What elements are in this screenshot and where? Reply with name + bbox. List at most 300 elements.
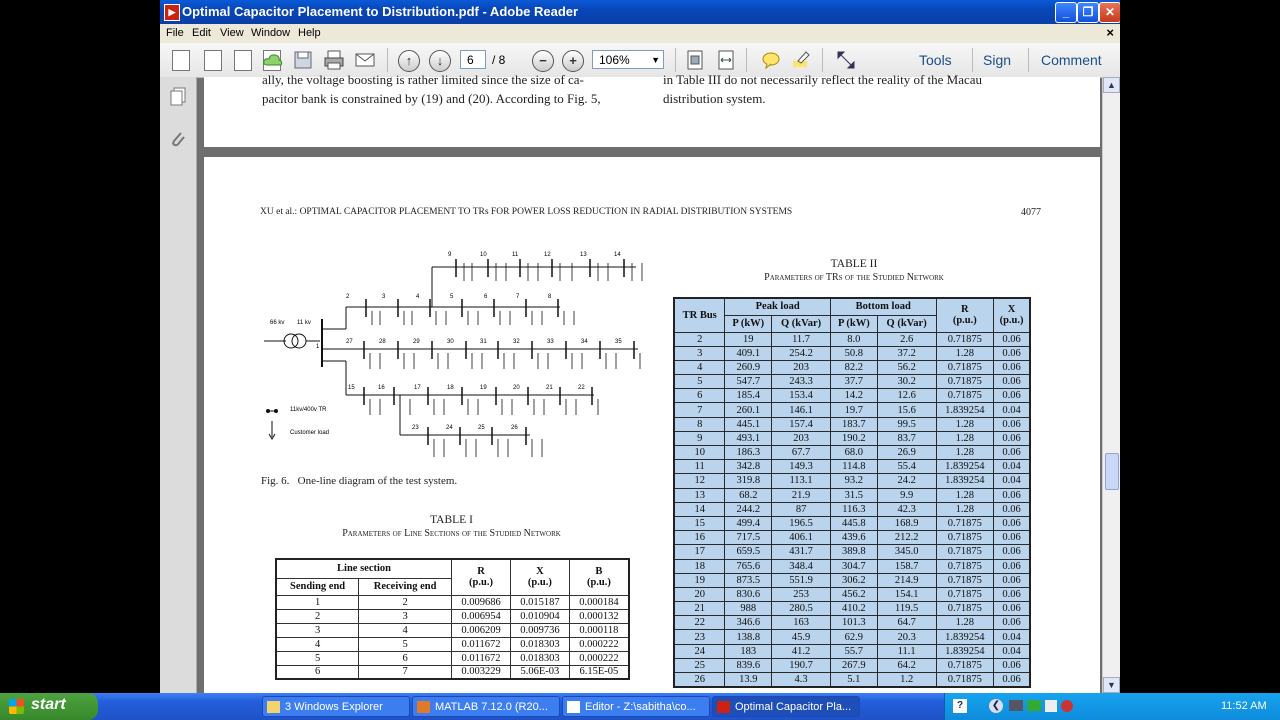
table-cell: 0.71875	[936, 559, 994, 573]
table-row	[674, 346, 1030, 360]
table-cell: 0.06	[994, 658, 1030, 672]
menu-window[interactable]: Window	[251, 27, 291, 39]
header-x: X	[536, 566, 544, 578]
header-r: R	[961, 304, 969, 316]
table-cell: 0.71875	[936, 573, 994, 587]
table-cell: 113.1	[772, 474, 831, 488]
table-row	[674, 673, 1030, 687]
bus-label: 11	[512, 252, 519, 258]
table-cell: 13.9	[725, 673, 772, 687]
table-cell: 1.28	[936, 446, 994, 460]
bus-label: 16	[378, 385, 385, 391]
scroll-thumb[interactable]	[1105, 453, 1119, 490]
next-page-icon[interactable]: ↓	[429, 50, 451, 72]
menu-edit[interactable]: Edit	[192, 27, 211, 39]
table-cell: 56.2	[877, 360, 936, 374]
page-number-input[interactable]: 6	[460, 50, 486, 69]
table-cell: 0.003229	[452, 665, 511, 679]
table-row	[276, 595, 629, 609]
bus-label: 4	[416, 294, 420, 300]
adobe-reader-window	[160, 0, 1120, 693]
table-cell: 68.0	[830, 446, 877, 460]
table-cell: 163	[772, 616, 831, 630]
table-cell: 244.2	[725, 502, 772, 516]
restore-button[interactable]: ❐	[1077, 2, 1099, 23]
table-row	[276, 623, 629, 637]
table-cell: 254.2	[772, 346, 831, 360]
pdf-icon: ▶	[164, 4, 180, 21]
table-cell: 6	[359, 651, 452, 665]
bus-label: 28	[379, 339, 386, 345]
table-cell: 0.06	[994, 587, 1030, 601]
security-icon[interactable]	[1061, 700, 1073, 712]
table-cell: 214.9	[877, 573, 936, 587]
table-cell: 5	[359, 637, 452, 651]
table-cell: 64.7	[877, 616, 936, 630]
table-cell: 22	[674, 616, 725, 630]
create-pdf-icon[interactable]	[172, 50, 190, 71]
table-cell: 9.9	[877, 488, 936, 502]
network-icon[interactable]	[1027, 700, 1041, 711]
table-cell: 0.06	[994, 616, 1030, 630]
table-cell: 0.06	[994, 417, 1030, 431]
legend-load-label: Customer load	[290, 430, 330, 436]
table-cell: 1.28	[936, 488, 994, 502]
table-cell: 830.6	[725, 587, 772, 601]
table-header	[452, 559, 511, 595]
table-cell: 5	[276, 651, 359, 665]
table-cell: 389.8	[830, 545, 877, 559]
volume-icon[interactable]	[1045, 700, 1057, 712]
legend-tr-label: 11kv/400v TR	[290, 407, 327, 413]
table-cell: 149.3	[772, 460, 831, 474]
table-cell: 1.839254	[936, 460, 994, 474]
table-cell: 83.7	[877, 431, 936, 445]
header-r: R	[477, 566, 485, 578]
sticky-note-icon[interactable]	[760, 49, 782, 71]
table-cell: 0.000222	[569, 637, 629, 651]
table-cell: 0.06	[994, 431, 1030, 445]
table-cell: 0.71875	[936, 602, 994, 616]
table-cell: 24.2	[877, 474, 936, 488]
table-cell: 3	[674, 346, 725, 360]
page-thumbnails-icon[interactable]	[169, 87, 187, 107]
start-button[interactable]	[0, 693, 98, 720]
table-row	[674, 616, 1030, 630]
table-cell: 24	[674, 644, 725, 658]
bus-label: 34	[581, 339, 588, 345]
page-total: / 8	[492, 53, 506, 67]
scroll-up-icon[interactable]: ▲	[1103, 77, 1120, 93]
table-cell: 55.4	[877, 460, 936, 474]
toolbar-separator	[1028, 48, 1029, 72]
task-editor[interactable]	[562, 696, 710, 717]
table-cell: 0.04	[994, 403, 1030, 417]
toolbar-separator	[746, 48, 747, 72]
table-cell: 146.1	[772, 403, 831, 417]
task-matlab[interactable]	[412, 696, 560, 717]
help-icon[interactable]: ?	[953, 699, 967, 713]
bus-label: 12	[544, 252, 551, 258]
table-row	[674, 516, 1030, 530]
table2-title: TABLE II	[830, 258, 878, 270]
header-x: X	[1007, 304, 1016, 316]
header-unit: (p.u.)	[469, 577, 493, 589]
table-row	[674, 360, 1030, 374]
table-row	[674, 644, 1030, 658]
monitor-icon[interactable]	[1009, 700, 1023, 711]
highlight-icon[interactable]	[790, 49, 812, 71]
table-cell: 37.2	[877, 346, 936, 360]
table-cell: 183.7	[830, 417, 877, 431]
task-label: MATLAB 7.12.0 (R20...	[435, 701, 548, 713]
table-cell: 93.2	[830, 474, 877, 488]
table-cell: 67.7	[772, 446, 831, 460]
bus-label: 30	[447, 339, 454, 345]
table-cell: 0.009686	[452, 595, 511, 609]
task-adobe-reader[interactable]	[712, 696, 860, 717]
table-cell: 7	[359, 665, 452, 679]
table-cell: 0.06	[994, 573, 1030, 587]
table-cell: 0.06	[994, 531, 1030, 545]
zoom-select[interactable]	[592, 50, 664, 69]
table-cell: 25	[674, 658, 725, 672]
prev-right-line: distribution system.	[663, 91, 766, 106]
table-cell: 1.28	[936, 417, 994, 431]
table-cell: 0.04	[994, 644, 1030, 658]
table-cell: 551.9	[772, 573, 831, 587]
table-cell: 0.71875	[936, 332, 994, 346]
table-cell: 157.4	[772, 417, 831, 431]
fit-width-icon[interactable]	[715, 49, 737, 71]
table-cell: 14.2	[830, 389, 877, 403]
table-row	[674, 630, 1030, 644]
chevron-down-icon: ▼	[651, 55, 660, 65]
table-cell: 1.28	[936, 346, 994, 360]
table-cell: 26.9	[877, 446, 936, 460]
table-cell: 431.7	[772, 545, 831, 559]
table-cell: 1.28	[936, 616, 994, 630]
close-document-icon[interactable]: ×	[1106, 25, 1114, 40]
table-cell: 185.4	[725, 389, 772, 403]
table-header: Bottom load	[830, 298, 936, 315]
table-row	[674, 602, 1030, 616]
table-row	[674, 332, 1030, 346]
table-row	[674, 502, 1030, 516]
bus-label: 15	[348, 385, 355, 391]
table-cell: 3	[276, 623, 359, 637]
table-row	[674, 658, 1030, 672]
bus-label: 18	[447, 385, 454, 391]
windows-logo-icon	[9, 699, 24, 714]
table-cell: 493.1	[725, 431, 772, 445]
table-cell: 0.71875	[936, 389, 994, 403]
task-label: Optimal Capacitor Pla...	[735, 701, 852, 713]
table-cell: 7	[674, 403, 725, 417]
table2-subtitle: Parameters of TRs of the Studied Network	[764, 272, 944, 283]
scroll-down-icon[interactable]: ▼	[1103, 677, 1120, 693]
table-cell: 0.06	[994, 673, 1030, 687]
bus-label: 9	[448, 252, 452, 258]
menu-help[interactable]: Help	[298, 27, 321, 39]
table-row	[674, 474, 1030, 488]
table-cell: 0.011672	[452, 637, 511, 651]
table-cell: 0.06	[994, 488, 1030, 502]
kv-label: 66 kv	[270, 320, 285, 326]
table-cell: 203	[772, 431, 831, 445]
bus-label: 31	[480, 339, 487, 345]
table-cell: 13	[674, 488, 725, 502]
table1-title: TABLE I	[430, 514, 473, 526]
table-cell: 1.839254	[936, 474, 994, 488]
table-cell: 5.1	[830, 673, 877, 687]
table-cell: 1.28	[936, 502, 994, 516]
task-label: Editor - Z:\sabitha\co...	[585, 701, 696, 713]
table-row	[674, 587, 1030, 601]
table-cell: 456.2	[830, 587, 877, 601]
task-windows-explorer[interactable]	[262, 696, 410, 717]
page-number: 4077	[1021, 207, 1041, 218]
table-cell: 203	[772, 360, 831, 374]
table-cell: 0.06	[994, 602, 1030, 616]
tr-parameters-table	[673, 297, 1031, 688]
bus-label: 14	[614, 252, 621, 258]
menu-view[interactable]: View	[220, 27, 244, 39]
table-cell: 439.6	[830, 531, 877, 545]
pdf-icon	[717, 701, 730, 713]
table-cell: 183	[725, 644, 772, 658]
vertical-scrollbar[interactable]	[1102, 77, 1120, 693]
table-cell: 21	[674, 602, 725, 616]
cloud-upload-icon[interactable]	[262, 49, 284, 71]
folder-icon	[267, 701, 280, 713]
table-cell: 154.1	[877, 587, 936, 601]
table-cell: 41.2	[772, 644, 831, 658]
email-icon[interactable]	[354, 49, 376, 71]
attachments-icon[interactable]	[169, 129, 187, 149]
table-cell: 0.71875	[936, 516, 994, 530]
table-cell: 0.009736	[510, 623, 569, 637]
table-cell: 19.7	[830, 403, 877, 417]
bus-label: 23	[412, 425, 419, 431]
table-cell: 1.28	[936, 431, 994, 445]
table-cell: 12.6	[877, 389, 936, 403]
table-cell: 190.7	[772, 658, 831, 672]
comment-tab[interactable]: Comment	[1041, 52, 1102, 68]
bus-label: 17	[414, 385, 421, 391]
minimize-button[interactable]: _	[1055, 2, 1077, 23]
editor-icon	[567, 701, 580, 713]
table-cell: 186.3	[725, 446, 772, 460]
table-cell: 0.010904	[510, 609, 569, 623]
table-row	[674, 488, 1030, 502]
table-cell: 0.06	[994, 545, 1030, 559]
start-label: start	[31, 696, 66, 713]
table-cell: 11	[674, 460, 725, 474]
table-cell: 50.8	[830, 346, 877, 360]
header-unit: (p.u.)	[586, 577, 611, 589]
table-cell: 0.000118	[569, 623, 629, 637]
header-b: B	[595, 566, 603, 578]
table-cell: 304.7	[830, 559, 877, 573]
zoom-out-icon[interactable]: −	[532, 50, 554, 72]
previous-page-icon[interactable]: ↑	[398, 50, 420, 72]
table-cell: 20	[674, 587, 725, 601]
prev-right-line: in Table III do not necessarily reflect the reality of the Macau	[663, 72, 983, 87]
table-cell: 190.2	[830, 431, 877, 445]
edit-pdf-icon[interactable]	[234, 50, 252, 71]
table-row	[276, 665, 629, 679]
table-cell: 6	[276, 665, 359, 679]
table-header: Line section	[276, 559, 452, 578]
table-cell: 4	[276, 637, 359, 651]
table-cell: 0.71875	[936, 587, 994, 601]
table-cell: 260.9	[725, 360, 772, 374]
menu-bar	[160, 24, 1120, 43]
table-cell: 0.000184	[569, 595, 629, 609]
table-cell: 348.4	[772, 559, 831, 573]
bus-label: 32	[513, 339, 520, 345]
table-cell: 9	[674, 431, 725, 445]
table-cell: 0.06	[994, 332, 1030, 346]
table-cell: 342.8	[725, 460, 772, 474]
table-row	[674, 403, 1030, 417]
tools-tab[interactable]: Tools	[919, 52, 952, 68]
table-cell: 0.06	[994, 446, 1030, 460]
table-cell: 0.06	[994, 516, 1030, 530]
table-cell: 0.011672	[452, 651, 511, 665]
table-cell: 0.000132	[569, 609, 629, 623]
full-screen-icon[interactable]	[835, 49, 857, 71]
table-row	[674, 417, 1030, 431]
window-title: Optimal Capacitor Placement to Distribution.pdf - Adobe Reader	[182, 4, 579, 19]
menu-file[interactable]: File	[166, 27, 184, 39]
table-cell: 20.3	[877, 630, 936, 644]
table-row	[674, 389, 1030, 403]
navigation-pane	[160, 77, 197, 693]
table-cell: 0.71875	[936, 531, 994, 545]
table-cell: 168.9	[877, 516, 936, 530]
table-row	[674, 431, 1030, 445]
table-cell: 0.71875	[936, 360, 994, 374]
table-row	[276, 651, 629, 665]
table-header: TR Bus	[674, 298, 725, 332]
table-cell: 212.2	[877, 531, 936, 545]
kv-label: 11 kv	[297, 320, 311, 326]
table-cell: 2	[276, 609, 359, 623]
bus-label: 35	[615, 339, 622, 345]
current-page	[204, 157, 1100, 693]
table-cell: 5.06E-03	[510, 665, 569, 679]
zoom-in-icon[interactable]: +	[562, 50, 584, 72]
table-cell: 55.7	[830, 644, 877, 658]
table-cell: 26	[674, 673, 725, 687]
zoom-value: 106%	[599, 53, 630, 67]
table-cell: 158.7	[877, 559, 936, 573]
table-cell: 116.3	[830, 502, 877, 516]
table-cell: 15.6	[877, 403, 936, 417]
print-icon[interactable]	[323, 49, 345, 71]
table-row	[674, 545, 1030, 559]
table-row	[674, 446, 1030, 460]
table-cell: 0.04	[994, 460, 1030, 474]
table-header	[994, 298, 1030, 332]
export-pdf-icon[interactable]	[204, 50, 222, 71]
table-row	[276, 637, 629, 651]
table-cell: 1	[276, 595, 359, 609]
table-cell: 1.839254	[936, 630, 994, 644]
chevron-left-icon[interactable]: ❮	[989, 699, 1003, 713]
table-cell: 1.839254	[936, 644, 994, 658]
table-header: Sending end	[276, 578, 359, 595]
fit-page-icon[interactable]	[684, 49, 706, 71]
bus-label: 19	[480, 385, 487, 391]
table-cell: 23	[674, 630, 725, 644]
table-cell: 1.2	[877, 673, 936, 687]
table-cell: 0.000222	[569, 651, 629, 665]
table-cell: 547.7	[725, 375, 772, 389]
save-icon[interactable]	[292, 49, 314, 71]
close-button[interactable]: ✕	[1099, 2, 1120, 23]
table-cell: 68.2	[725, 488, 772, 502]
table-header: Q (kVar)	[877, 315, 936, 332]
table-row	[276, 609, 629, 623]
table-cell: 717.5	[725, 531, 772, 545]
header-unit: (p.u.)	[527, 577, 552, 589]
table-cell: 19	[725, 332, 772, 346]
table-cell: 406.1	[772, 531, 831, 545]
table-cell: 319.8	[725, 474, 772, 488]
table-row	[674, 375, 1030, 389]
table-cell: 5	[674, 375, 725, 389]
table-cell: 196.5	[772, 516, 831, 530]
table-cell: 0.06	[994, 346, 1030, 360]
table-cell: 18	[674, 559, 725, 573]
sign-tab[interactable]: Sign	[983, 52, 1012, 68]
title-bar[interactable]	[160, 0, 1120, 24]
table-cell: 14	[674, 502, 725, 516]
table-cell: 15	[674, 516, 725, 530]
table-cell: 10	[674, 446, 725, 460]
table-cell: 99.5	[877, 417, 936, 431]
table-cell: 119.5	[877, 602, 936, 616]
table1-subtitle: Parameters of Line Sections of the Studied Network	[342, 528, 561, 539]
table-cell: 101.3	[830, 616, 877, 630]
table-cell: 11.7	[772, 332, 831, 346]
table-cell: 0.06	[994, 389, 1030, 403]
table-cell: 138.8	[725, 630, 772, 644]
bus-label: 2	[346, 294, 350, 300]
table-cell: 765.6	[725, 559, 772, 573]
table-cell: 445.8	[830, 516, 877, 530]
clock: 11:52 AM	[1221, 700, 1267, 712]
table-cell: 64.2	[877, 658, 936, 672]
table-header: P (kW)	[725, 315, 772, 332]
table-cell: 153.4	[772, 389, 831, 403]
table-cell: 30.2	[877, 375, 936, 389]
prev-left-line: ally, the voltage boosting is rather limited since the size of ca-	[262, 72, 584, 87]
bus-label: 25	[478, 425, 485, 431]
table-cell: 410.2	[830, 602, 877, 616]
table-cell: 12	[674, 474, 725, 488]
bus-label: 8	[548, 294, 552, 300]
table-cell: 114.8	[830, 460, 877, 474]
bus-label: 21	[546, 385, 553, 391]
table-cell: 8.0	[830, 332, 877, 346]
table-cell: 37.7	[830, 375, 877, 389]
table-cell: 873.5	[725, 573, 772, 587]
table-row	[674, 559, 1030, 573]
